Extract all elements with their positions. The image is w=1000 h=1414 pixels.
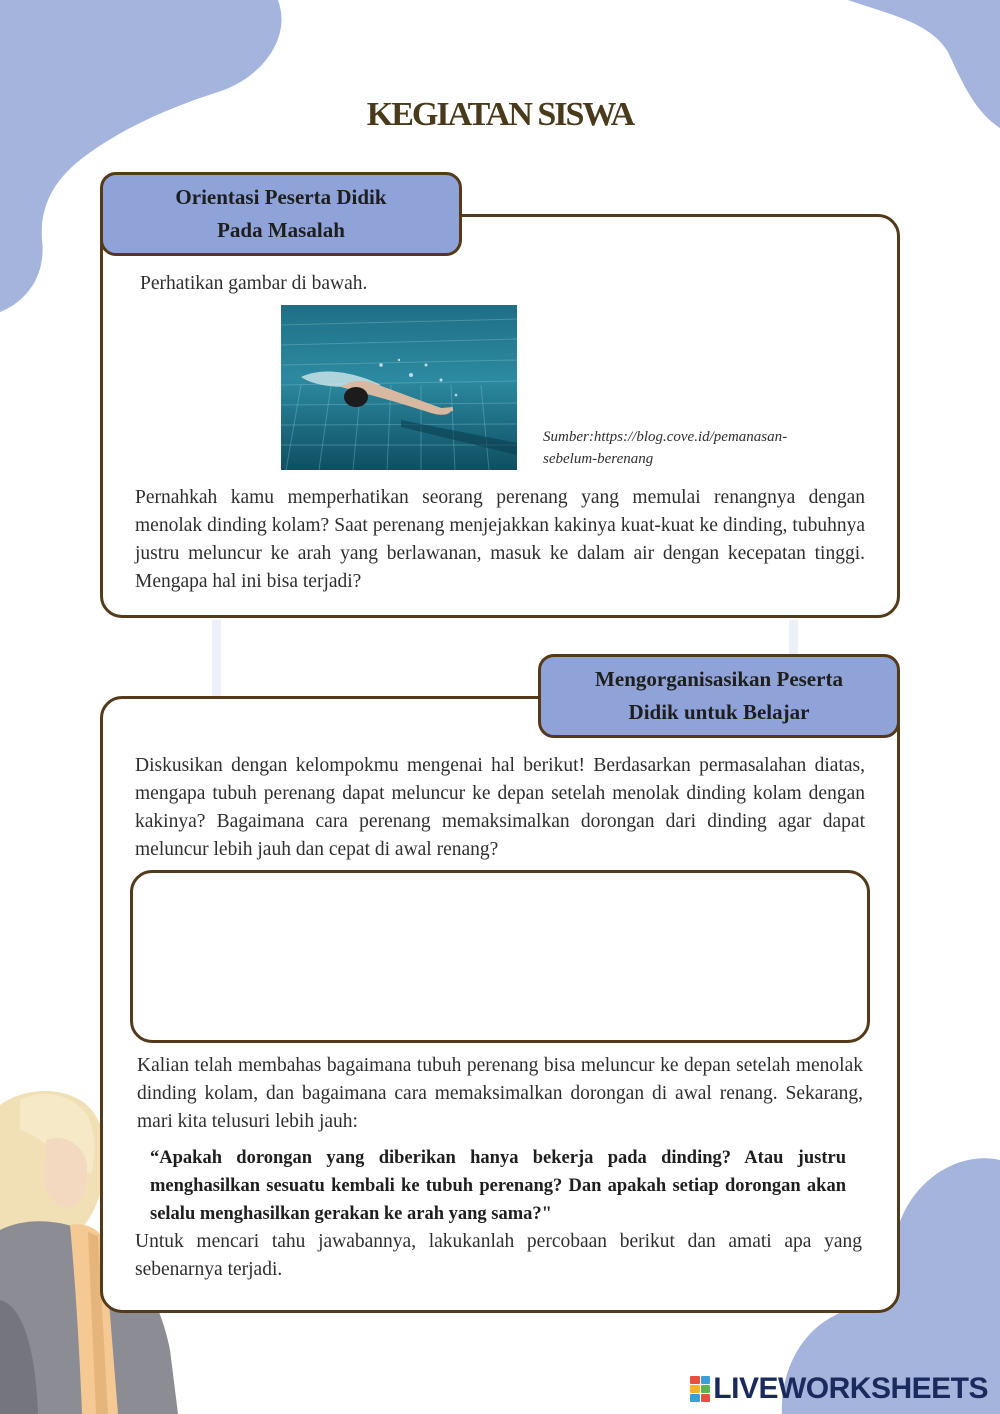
organize-learning-tab <box>538 654 900 738</box>
problem-paragraph: Pernahkah kamu memperhatikan seorang perenang yang memulai renangnya dengan menolak dinding kolam? Saat perenang menjejakkan kakinya kuat-kuat ke dinding, tubuhnya justru meluncur ke arah yang berlawanan, masuk ke dalam air dengan kecepatan tinggi. Mengapa hal ini bisa terjadi? <box>135 487 865 592</box>
answer-input-value[interactable] <box>133 873 867 1040</box>
swimmer-photo <box>281 305 517 470</box>
image-source-caption: Sumber:https://blog.cove.id/pemanasan-sebelum-berenang <box>543 429 788 467</box>
discussion-prompt: Diskusikan dengan kelompokmu mengenai hal berikut! Berdasarkan permasalahan diatas, mengapa tubuh perenang dapat meluncur ke depan setelah menolak dinding kolam dengan kakinya? Bagaimana cara perenang memaksimalkan dorongan dari dinding agar dapat meluncur lebih jauh dan cepat di awal renang? <box>135 755 865 860</box>
organize-learning-tab-label: Mengorganisasikan Peserta Didik untuk Belajar <box>595 667 843 724</box>
faint-frame-left <box>212 620 221 698</box>
liveworksheets-logo[interactable] <box>690 1372 988 1406</box>
liveworksheets-logo-text: LIVEWORKSHEETS <box>713 1372 988 1405</box>
liveworksheets-logo-icon <box>690 1376 710 1402</box>
followup-paragraph: Kalian telah membahas bagaimana tubuh perenang bisa meluncur ke depan setelah menolak dinding kolam, dan bagaimana cara memaksimalkan dorongan di awal renang. Sekarang, mari kita telusuri lebih jauh: <box>137 1055 863 1132</box>
closing-paragraph: Untuk mencari tahu jawabannya, lakukanlah percobaan berikut dan amati apa yang sebenarnya terjadi. <box>135 1231 862 1280</box>
answer-input-box[interactable] <box>130 870 870 1043</box>
problem-orientation-tab-label: Orientasi Peserta Didik Pada Masalah <box>175 185 387 242</box>
page-title: KEGIATAN SISWA <box>366 96 634 133</box>
image-instruction: Perhatikan gambar di bawah. <box>140 273 368 294</box>
guiding-question-quote: “Apakah dorongan yang diberikan hanya bekerja pada dinding? Atau justru menghasilkan sesuatu kembali ke tubuh perenang? Dan apakah setiap dorongan akan selalu menghasilkan gerakan ke arah yang sama?" <box>150 1148 846 1224</box>
problem-orientation-tab <box>100 172 462 256</box>
